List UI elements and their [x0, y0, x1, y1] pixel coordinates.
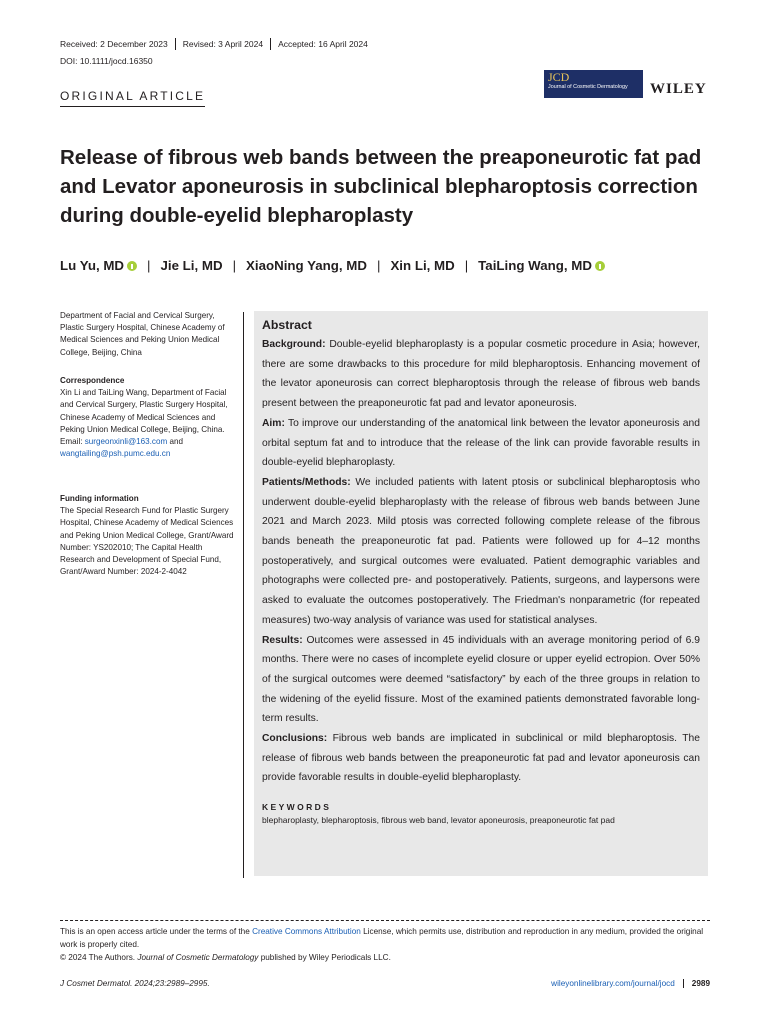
orcid-icon[interactable] — [595, 261, 605, 271]
accepted-date: Accepted: 16 April 2024 — [278, 39, 368, 49]
author-separator: | — [464, 258, 469, 273]
doi[interactable]: DOI: 10.1111/jocd.16350 — [60, 56, 153, 66]
history-dates — [60, 38, 375, 50]
author[interactable]: TaiLing Wang, MD — [478, 258, 592, 273]
license-text-pre: This is an open access article under the terms of the — [60, 927, 250, 936]
abstract — [262, 318, 700, 825]
abstract-methods — [262, 473, 700, 631]
received-date: Received: 2 December 2023 — [60, 38, 176, 50]
abstract-conclusions — [262, 729, 700, 788]
citation: J Cosmet Dermatol. 2024;23:2989–2995. — [60, 979, 210, 988]
methods-text: We included patients with latent ptosis or subclinical blepharoptosis who underwent double-eyelid blepharoplasty with the release of fibrous web bands between June 2021 and March 2023. Mild ptosis was corrected following complete release of the fibrous bands beneath the preaponeurotic fat pad. Patients were followed up for 4–12 months postoperatively, and surgical outcomes were evaluated. Patient demographic variables and photographs were collected pre- and postoperatively. Patients, surgeons, and laypersons were asked to evaluate the outcomes postoperatively. The Friedman's nonparametric (for repeated measures) two-way analysis of variance was used for statistical analyses. — [262, 476, 700, 626]
email-link[interactable]: wangtailing@psh.pumc.edu.cn — [60, 449, 171, 459]
keywords-heading: KEYWORDS — [262, 802, 332, 813]
article-title: Release of fibrous web bands between the preaponeurotic fat pad and Levator aponeurosis in subclinical blepharoptosis correction during double-eyelid blepharoplasty — [60, 146, 702, 227]
author-list — [60, 258, 710, 273]
background-label: Background: — [262, 339, 326, 350]
author-separator: | — [232, 258, 237, 273]
section-label: ORIGINAL ARTICLE — [60, 89, 205, 107]
author-separator: | — [147, 258, 151, 273]
copyright-pre: © 2024 The Authors. — [60, 952, 136, 962]
keywords-text: blepharoplasty, blepharoptosis, fibrous web band, levator aponeurosis, preaponeurotic fat pad — [262, 815, 615, 826]
correspondence-email — [60, 436, 235, 460]
conclusions-label: Conclusions: — [262, 733, 328, 745]
journal-logo-mark: JCD — [548, 70, 570, 84]
abstract-aim — [262, 414, 700, 473]
email-link[interactable]: surgeonxinli@163.com — [84, 437, 168, 447]
affiliation: Department of Facial and Cervical Surgery, Plastic Surgery Hospital, Chinese Academy of Medical Sciences and Peking Union Medical College, Beijing, China — [60, 311, 225, 357]
funding-heading: Funding information — [60, 494, 139, 503]
results-label: Results: — [262, 634, 303, 646]
correspondence-heading: Correspondence — [60, 376, 125, 385]
copyright-journal: Journal of Cosmetic Dermatology — [137, 952, 259, 962]
methods-label: Patients/Methods: — [262, 476, 351, 488]
page-number: 2989 — [691, 979, 710, 988]
copyright-notice — [60, 952, 710, 965]
copyright-post: published by Wiley Periodicals LLC. — [260, 952, 391, 962]
email-and: and — [169, 437, 183, 447]
funding-text: The Special Research Fund for Plastic Surgery Hospital, Chinese Academy of Medical Sciences and Peking Union Medical College, Grant/Award Number: YS202010; The Capital Health Research and Development of Special Fund, Grant/Award Number: 2024-2-4042 — [60, 506, 234, 577]
journal-logo[interactable] — [544, 70, 643, 98]
correspondence-text: Xin Li and TaiLing Wang, Department of Facial and Cervical Surgery, Plastic Surgery Hospital, Chinese Academy of Medical Sciences and Peking Union Medical College, Beijing, China. — [60, 388, 228, 434]
results-text: Outcomes were assessed in 45 individuals with an average monitoring period of 6.9 months. There were no cases of incomplete eyelid closure or upper eyelid ectropion. Over 50% of the surgical outcomes were deemed “satisfactory” by each of the three groups in relation to the widening of the eyelid fissure. Most of the examined patients demonstrated favorable long-term results. — [262, 634, 700, 725]
author[interactable]: Jie Li, MD — [160, 258, 223, 273]
author-separator: | — [376, 258, 381, 273]
correspondence-block — [60, 375, 235, 460]
license-text-post: License, which permits use, distribution and reproduction in any medium, provided the original work is properly cited. — [60, 927, 704, 949]
column-divider — [243, 312, 244, 878]
author[interactable]: XiaoNing Yang, MD — [246, 258, 367, 273]
license-link[interactable]: Creative Commons Attribution — [252, 927, 361, 936]
aim-text: To improve our understanding of the anatomical link between the levator aponeurosis and orbital septum fat and to introduce that the release of the link can provide favorable results in double-eyelid blepharoplasty. — [262, 417, 700, 469]
orcid-icon[interactable] — [127, 261, 137, 271]
revised-date: Revised: 3 April 2024 — [176, 38, 271, 50]
abstract-results — [262, 631, 700, 730]
publisher-logo[interactable]: WILEY — [650, 81, 707, 97]
journal-url[interactable]: wileyonlinelibrary.com/journal/jocd — [551, 979, 684, 988]
footnote-rule — [60, 920, 710, 921]
page-footer — [551, 979, 710, 988]
aim-label: Aim: — [262, 417, 285, 429]
abstract-heading: Abstract — [262, 318, 312, 332]
license-notice — [60, 926, 710, 952]
conclusions-text: Fibrous web bands are implicated in subclinical or mild blepharoptosis. The release of fibrous web bands between the preaponeurotic fat pad and levator aponeurosis can provide favorable results in double-eyelid blepharoplasty. — [262, 733, 700, 784]
author[interactable]: Xin Li, MD — [390, 258, 455, 273]
author[interactable]: Lu Yu, MD — [60, 258, 125, 273]
license-footnote — [60, 926, 710, 964]
abstract-background — [262, 335, 700, 414]
funding-block — [60, 493, 235, 578]
email-label: Email: — [60, 437, 83, 447]
journal-logo-name: Journal of Cosmetic Dermatology — [548, 84, 628, 90]
background-text: Double-eyelid blepharoplasty is a popular cosmetic procedure in Asia; however, there are some drawbacks to this procedure for mild blepharoptosis. Enhancing movement of the levator aponeurosis can correct blepharoptosis through the release of fibrous web bands present between the preaponeurotic fat pad and levator aponeurosis. — [262, 339, 700, 410]
